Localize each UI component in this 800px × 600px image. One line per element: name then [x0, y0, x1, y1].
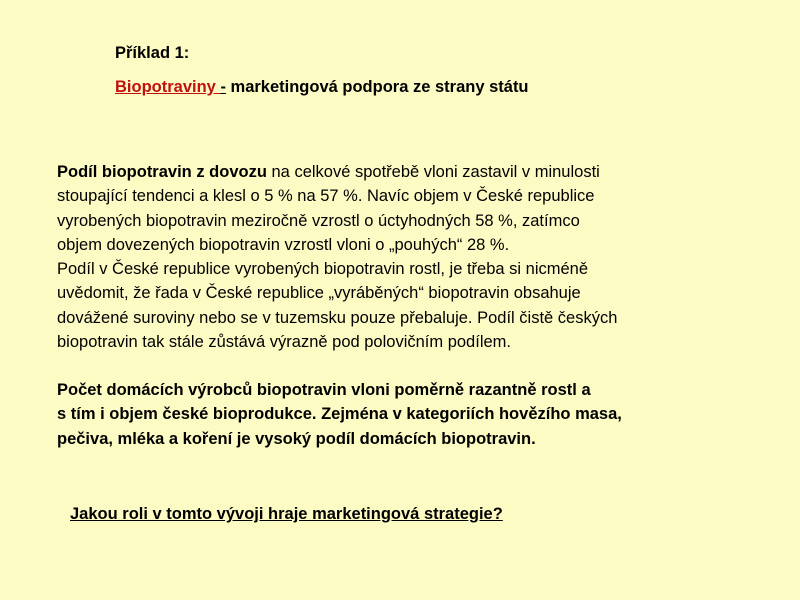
paragraph-line: biopotravin tak stále zůstává výrazně pod polovičním podílem. — [57, 333, 511, 352]
paragraph-line: Počet domácích výrobců biopotravin vloni poměrně razantně rostl a — [57, 381, 591, 399]
subtitle-text: marketingová podpora ze strany státu — [225, 78, 529, 96]
paragraph-line: vyrobených biopotravin meziročně vzrostl o úctyhodných 58 %, zatímco — [57, 211, 580, 230]
paragraph-line: s tím i objem české bioprodukce. Zejména v kategoriích hovězího masa, — [57, 405, 622, 424]
paragraph-line: objem dovezených biopotravin vzrostl vloni o „pouhých“ 28 %. — [57, 235, 510, 254]
biopotraviny-link[interactable]: Biopotraviny — [115, 78, 221, 96]
discussion-question: Jakou roli v tomto vývoji hraje marketingová strategie? — [70, 505, 503, 523]
paragraph-line-rest: na celkové spotřebě vloni zastavil v minulosti — [266, 163, 600, 181]
paragraph-domestic-producers — [57, 378, 757, 451]
subtitle — [115, 78, 529, 97]
subtitle-dash: - — [220, 78, 226, 96]
paragraph-lead-bold: Podíl biopotravin z dovozu — [57, 163, 267, 181]
paragraph-import-share — [57, 160, 757, 354]
paragraph-line: stoupající tendenci a klesl o 5 % na 57 %. Navíc objem v České republice — [57, 187, 595, 206]
paragraph-line: uvědomit, že řada v České republice „vyráběných“ biopotravin obsahuje — [57, 284, 581, 303]
page-title: Příklad 1: — [115, 44, 190, 62]
paragraph-line: pečiva, mléka a koření je vysoký podíl domácích biopotravin. — [57, 429, 536, 448]
paragraph-line: dovážené suroviny nebo se v tuzemsku pouze přebaluje. Podíl čistě českých — [57, 308, 618, 327]
paragraph-line: Podíl v České republice vyrobených biopotravin rostl, je třeba si nicméně — [57, 260, 589, 279]
paragraph-line — [57, 160, 757, 184]
